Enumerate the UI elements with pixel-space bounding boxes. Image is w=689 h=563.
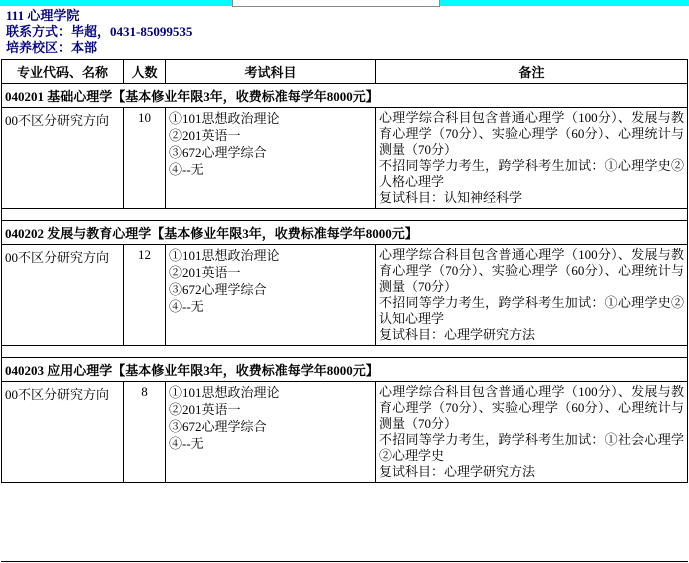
- exam-subject-item: ④--无: [169, 162, 204, 177]
- program-group-title: 040202 发展与教育心理学【基本修业年限3年，收费标准每学年8000元】: [2, 221, 688, 245]
- campus-line: 培养校区：本部: [6, 40, 98, 55]
- remark-cell: [376, 245, 688, 346]
- column-header-remark: 备注: [376, 60, 688, 84]
- remark-paragraph: 不招同等学力考生，跨学科考生加试：①社会心理学②心理学史: [379, 432, 684, 463]
- exam-subject-item: ④--无: [169, 436, 204, 451]
- exam-subject-item: ①101思想政治理论: [169, 248, 280, 263]
- group-spacer: [2, 346, 688, 358]
- table-row: [2, 382, 688, 483]
- column-header-subjects: 考试科目: [166, 60, 376, 84]
- cyan-top-band: [0, 0, 689, 6]
- remark-paragraph: 不招同等学力考生，跨学科考生加试：①心理学史②认知心理学: [379, 295, 684, 326]
- program-group-title-row: [2, 221, 688, 245]
- remark-paragraph: 心理学综合科目包含普通心理学（100分）、发展与教育心理学（70分）、实验心理学（60分）、心理统计与测量（70分）: [379, 247, 684, 294]
- exam-subject-item: ②201英语一: [169, 128, 241, 143]
- table-row: [2, 245, 688, 346]
- exam-subject-item: ④--无: [169, 299, 204, 314]
- program-table: [1, 59, 688, 483]
- program-group-title-row: [2, 84, 688, 108]
- exam-subjects: [166, 245, 376, 346]
- remark-paragraph: 复试科目：认知神经科学: [379, 190, 523, 205]
- contact-line: 联系方式：毕超，0431-85099535: [6, 24, 193, 39]
- exam-subject-item: ②201英语一: [169, 402, 241, 417]
- remark-paragraph: 不招同等学力考生，跨学科考生加试：①心理学史②人格心理学: [379, 158, 684, 189]
- remark-paragraph: 心理学综合科目包含普通心理学（100分）、发展与教育心理学（70分）、实验心理学（60分）、心理统计与测量（70分）: [379, 110, 684, 157]
- research-direction: 00不区分研究方向: [2, 245, 124, 346]
- exam-subject-item: ③672心理学综合: [169, 145, 267, 160]
- group-spacer: [2, 209, 688, 221]
- remark-paragraph: 心理学综合科目包含普通心理学（100分）、发展与教育心理学（70分）、实验心理学（60分）、心理统计与测量（70分）: [379, 384, 684, 431]
- remark-cell: [376, 382, 688, 483]
- exam-subject-item: ②201英语一: [169, 265, 241, 280]
- exam-subjects: [166, 382, 376, 483]
- enrollment-count: 10: [124, 108, 166, 209]
- exam-subject-item: ①101思想政治理论: [169, 385, 280, 400]
- table-header-row: [2, 60, 688, 84]
- enrollment-count: 12: [124, 245, 166, 346]
- research-direction: 00不区分研究方向: [2, 108, 124, 209]
- program-group-title: 040201 基础心理学【基本修业年限3年，收费标准每学年8000元】: [2, 84, 688, 108]
- enrollment-count: 8: [124, 382, 166, 483]
- institute-title: 111 心理学院: [6, 8, 80, 23]
- remark-paragraph: 复试科目：心理学研究方法: [379, 327, 536, 342]
- column-header-count: 人数: [124, 60, 166, 84]
- top-tab-placeholder: [232, 0, 440, 7]
- exam-subjects: [166, 108, 376, 209]
- document-header: [0, 6, 689, 59]
- exam-subject-item: ①101思想政治理论: [169, 111, 280, 126]
- program-group-title: 040203 应用心理学【基本修业年限3年，收费标准每学年8000元】: [2, 358, 688, 382]
- column-header-code: 专业代码、名称: [2, 60, 124, 84]
- page-bottom-rule: [1, 561, 688, 562]
- table-row: [2, 108, 688, 209]
- exam-subject-item: ③672心理学综合: [169, 282, 267, 297]
- remark-cell: [376, 108, 688, 209]
- program-group-title-row: [2, 358, 688, 382]
- research-direction: 00不区分研究方向: [2, 382, 124, 483]
- exam-subject-item: ③672心理学综合: [169, 419, 267, 434]
- remark-paragraph: 复试科目：心理学研究方法: [379, 464, 536, 479]
